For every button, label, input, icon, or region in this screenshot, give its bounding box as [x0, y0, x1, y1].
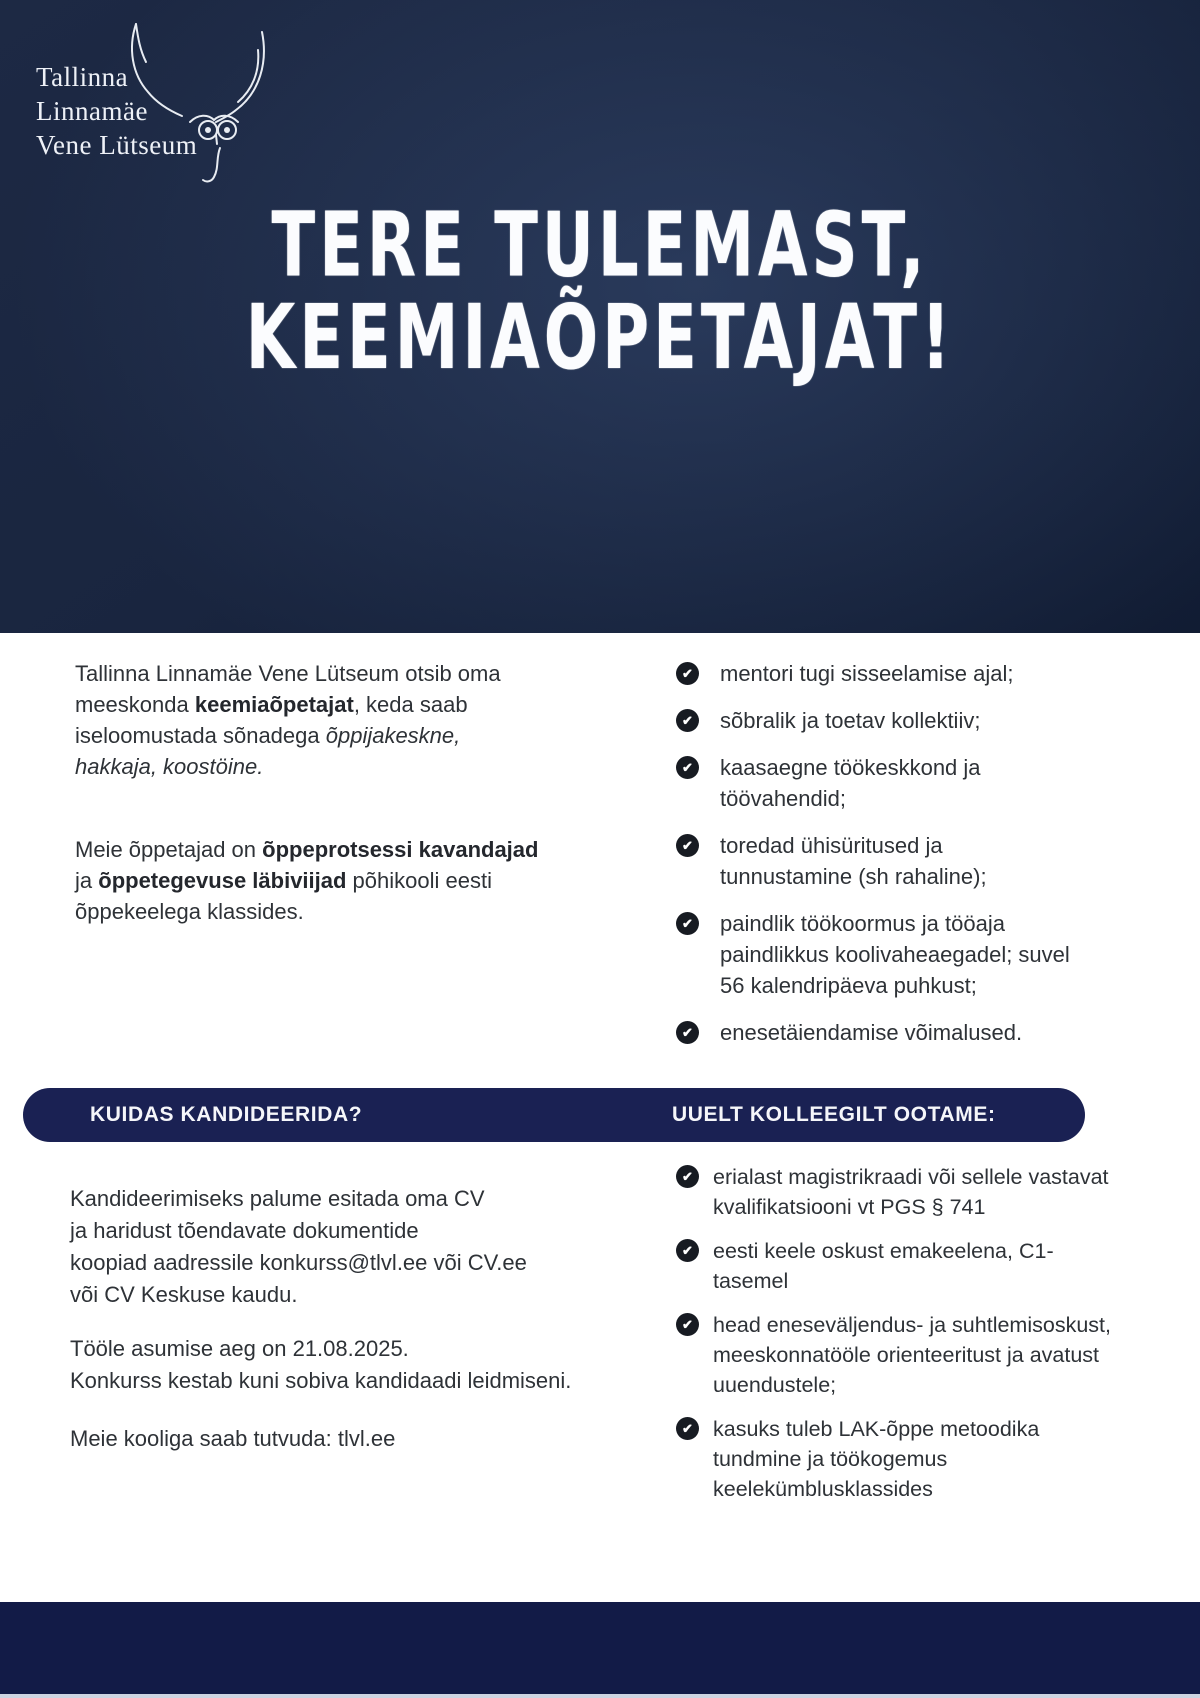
check-icon: ✔ [676, 1239, 699, 1262]
list-item [676, 830, 1076, 892]
logo-line: Linnamäe [36, 96, 148, 126]
check-icon: ✔ [676, 709, 699, 732]
intro-bold-segment: õppeprotsessi kavandajad [262, 837, 539, 862]
check-icon: ✔ [676, 1417, 699, 1440]
benefit-text: sõbralik ja toetav kollektiiv; [720, 708, 981, 733]
apply-line: või CV Keskuse kaudu. [70, 1282, 298, 1307]
benefit-text: enesetäiendamise võimalused. [720, 1020, 1023, 1045]
intro-bold-segment: õppetegevuse läbiviijad [98, 868, 347, 893]
benefit-text: toredad ühisüritused ja tunnustamine (sh rahaline); [720, 833, 987, 889]
expectations-list [676, 1162, 1126, 1518]
list-item [676, 658, 1076, 689]
check-icon: ✔ [676, 1021, 699, 1044]
intro-text-segment: , keda saab iseloomustada sõnadega [75, 692, 468, 748]
apply-paragraph-3 [70, 1423, 630, 1455]
intro-text-segment: põhikooli eesti õppekeelega klassides. [75, 868, 492, 924]
list-item [676, 752, 1076, 814]
benefit-text: mentori tugi sisseelamise ajal; [720, 661, 1014, 686]
expectation-text: kasuks tuleb LAK-õppe metoodika tundmine ja töökogemus keelekümblusklassides [713, 1417, 1040, 1501]
check-icon: ✔ [676, 912, 699, 935]
apply-section-heading: KUIDAS KANDIDEERIDA? [90, 1103, 363, 1126]
title-line-1: TERE TULEMAST, [271, 194, 929, 298]
page-title [0, 194, 1200, 391]
intro-text [75, 658, 540, 927]
start-date-text: Tööle asumise aeg on 21.08.2025. [70, 1336, 409, 1361]
logo-line: Tallinna [36, 62, 129, 92]
intro-text-segment: Tallinna Linnamäe Vene Lütseum otsib oma meeskonda [75, 661, 501, 717]
check-icon: ✔ [676, 1313, 699, 1336]
intro-bold-segment: keemiaõpetajat [194, 692, 354, 717]
footer-bottom-strip [0, 1694, 1200, 1698]
check-icon: ✔ [676, 756, 699, 779]
intro-text-segment: ja [75, 868, 99, 893]
title-line-2: KEEMIAÕPETAJAT! [245, 286, 955, 391]
intro-text-segment: Meie õppetajad on [75, 837, 263, 862]
check-icon: ✔ [676, 1165, 699, 1188]
list-item [676, 908, 1076, 1001]
expectation-text: erialast magistrikraadi või sellele vastavat kvalifikatsiooni vt PGS § 741 [713, 1165, 1109, 1219]
logo-line: Vene Lütseum [36, 130, 198, 160]
intro-paragraph-1 [75, 658, 540, 782]
apply-paragraph-2 [70, 1333, 630, 1397]
list-item [676, 1310, 1126, 1400]
expectation-text: eesti keele oskust emakeelena, C1-tasemel [713, 1239, 1054, 1293]
website-text: Meie kooliga saab tutvuda: tlvl.ee [70, 1426, 396, 1451]
list-item [676, 1162, 1126, 1222]
apply-line: ja haridust tõendavate dokumentide [70, 1218, 419, 1243]
expectations-section-heading: UUELT KOLLEEGILT OOTAME: [672, 1103, 996, 1126]
benefits-list [676, 658, 1076, 1064]
apply-instructions [70, 1183, 630, 1455]
school-logo [30, 38, 350, 198]
deadline-text: Konkurss kestab kuni sobiva kandidaadi leidmiseni. [70, 1368, 572, 1393]
footer-band [0, 1602, 1200, 1694]
benefit-text: kaasaegne töökeskkond ja töövahendid; [720, 755, 981, 811]
hero-banner [0, 0, 1200, 633]
check-icon: ✔ [676, 662, 699, 685]
section-header-bar [23, 1088, 1085, 1142]
apply-line: Kandideerimiseks palume esitada oma CV [70, 1186, 485, 1211]
list-item [676, 705, 1076, 736]
list-item [676, 1414, 1126, 1504]
list-item [676, 1017, 1076, 1048]
apply-line-with-email: koopiad aadressile konkurss@tlvl.ee või CV.ee [70, 1250, 527, 1275]
expectation-text: head eneseväljendus- ja suhtlemisoskust, meeskonnatööle orienteeritust ja avatust uuendustele; [713, 1313, 1111, 1397]
apply-paragraph-1 [70, 1183, 630, 1311]
list-item [676, 1236, 1126, 1296]
intro-italic-segment: õppijakeskne, hakkaja, koostöine. [75, 723, 461, 779]
check-icon: ✔ [676, 834, 699, 857]
benefit-text: paindlik töökoormus ja tööaja paindlikkus koolivaheaegadel; suvel 56 kalendripäeva puhkust; [720, 911, 1070, 998]
intro-paragraph-2 [75, 834, 540, 927]
owl-logo-icon [90, 18, 290, 188]
